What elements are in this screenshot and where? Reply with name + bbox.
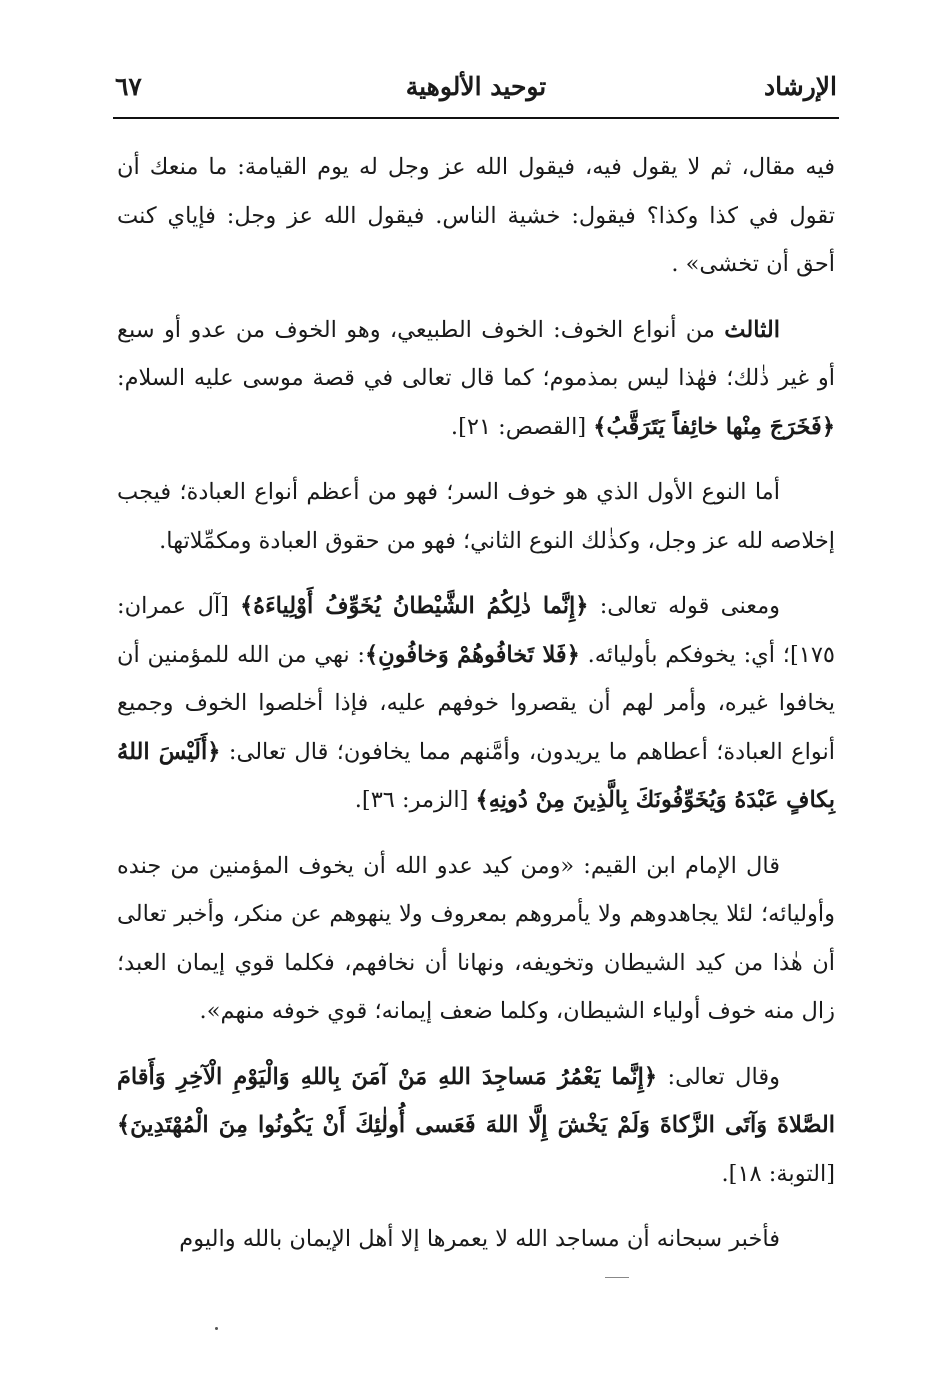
paragraph-2-lead: الثالث [724,316,780,343]
paragraph-4 [117,582,835,825]
quran-verse-al-imran-175: ﴿إِنَّما ذٰلِكُمُ الشَّيْطانُ يُخَوِّفُ أَوْلِياءَهُ﴾ [240,593,589,619]
paragraph-2 [117,306,835,452]
paragraph-4-text-b: [آل عمران: ١٧٥]؛ أي: يخوفكم بأوليائه. [117,593,835,668]
quran-verse-zumar-36: ﴿أَلَيْسَ اللهُ بِكافٍ عَبْدَهُ وَيُخَوِّفُونَكَ بِالَّذِينَ مِنْ دُونِهِ﴾ [117,738,835,813]
paragraph-7: فأخبر سبحانه أن مساجد الله لا يعمرها إلا أهل الإيمان بالله واليوم [179,1226,780,1252]
chapter-title: توحيد الألوهية [405,72,547,101]
scan-mark [605,1277,629,1278]
header-rule [113,117,839,119]
scan-dot [215,1327,218,1330]
paragraph-4-text-d: [الزمر: ٣٦]. [354,787,476,813]
paragraph-2-text-b: [القصص: ٢١]. [450,413,594,440]
paragraph-6-text-a: وقال تعالى: [657,1063,780,1090]
page-body [117,143,835,1281]
paragraph-6-text-b: [التوبة: ١٨]. [721,1160,835,1187]
quran-verse-fear-not: ﴿فَلا تَخافُوهُمْ وَخافُونِ﴾ [365,641,580,668]
page-number: ٦٧ [115,72,142,101]
paragraph-4-text-c: : نهي من الله للمؤمنين أن يخافوا غيره، وأمر لهم أن يقصروا خوفهم عليه، فإذا أخلصوا الخوف وجميع أنواع العبادة؛ أعطاهم ما يريدون، وأمَّنهم مما يخافون؛ قال تعالى: [117,641,835,765]
paragraph-5: قال الإمام ابن القيم: «ومن كيد عدو الله أن يخوف المؤمنين من جنده وأوليائه؛ لئلا يجاهدوهم ولا يأمروهم بمعروف ولا ينهوهم عن منكر، وأخبر تعالى أن هٰذا من كيد الشيطان وتخويفه، ونهانا أن نخافهم، فكلما قوي إيمان العبد؛ زال منه خوف أولياء الشيطان، وكلما ضعف إيمانه؛ قوي خوفه منهم». [117,852,835,1024]
paragraph-1: فيه مقال، ثم لا يقول فيه، فيقول الله عز وجل له يوم القيامة: ما منعك أن تقول في كذا وكذا؟ فيقول: خشية الناس. فيقول الله عز وجل: فإياي كنت أحق أن تخشى» . [117,154,835,277]
quran-verse-qasas-21: ﴿فَخَرَجَ مِنْها خائِفاً يَتَرَقَّبُ﴾ [593,413,835,440]
paragraph-4-text-a: ومعنى قوله تعالى: [588,593,781,619]
book-title: الإرشاد [764,72,837,101]
paragraph-2-text-a: من أنواع الخوف: الخوف الطبيعي، وهو الخوف من عدو أو سبع أو غير ذٰلك؛ فهٰذا ليس بمذموم؛ كما قال تعالى في قصة موسى عليه السلام: [117,316,835,391]
paragraph-3: أما النوع الأول الذي هو خوف السر؛ فهو من أعظم أنواع العبادة؛ فيجب إخلاصه لله عز وجل، وكذٰلك النوع الثاني؛ فهو من حقوق العبادة ومكمِّلاتها. [117,479,835,554]
quran-verse-tawbah-18: ﴿إِنَّما يَعْمُرُ مَساجِدَ اللهِ مَنْ آمَنَ بِاللهِ وَالْيَوْمِ الْآخِرِ وَأَقامَ الصَّلاةَ وَآتَى الزَّكاةَ وَلَمْ يَخْشَ إِلَّا اللهَ فَعَسى أُولٰئِكَ أَنْ يَكُونُوا مِنَ الْمُهْتَدِينَ﴾ [117,1063,835,1138]
paragraph-6 [117,1053,835,1199]
page-header [115,68,837,108]
